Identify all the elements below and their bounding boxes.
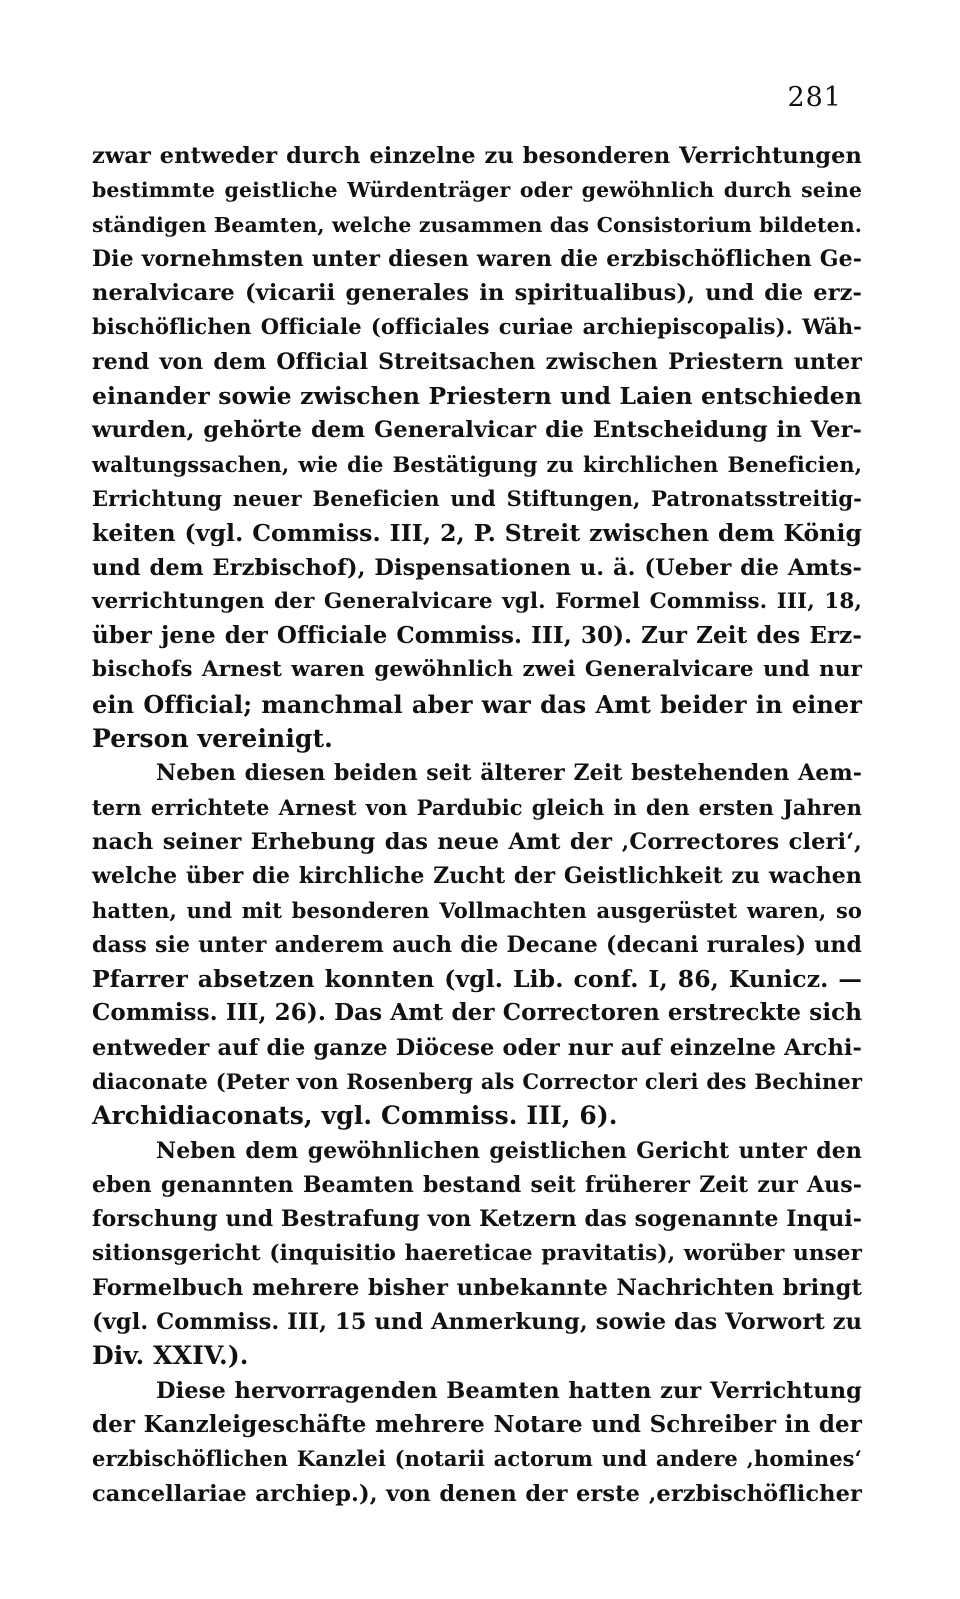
text-line: verrichtungen der Generalvicare vgl. Formel Commiss. III, 18, [92, 588, 862, 614]
text-line: erzbischöflichen Kanzlei (notarii actorum und andere ‚homines‘ [92, 1446, 862, 1472]
text-line: keiten (vgl. Commiss. III, 2, P. Streit zwischen dem König [92, 519, 862, 548]
text-line: zwar entweder durch einzelne zu besonderen Verrichtungen [92, 143, 862, 169]
text-line: hatten, und mit besonderen Vollmachten ausgerüstet waren, so [92, 897, 862, 923]
text-line: Die vornehmsten unter diesen waren die erzbischöflichen Ge- [92, 245, 862, 272]
text-line: dass sie unter anderem auch die Decane (decani rurales) und [92, 931, 862, 958]
text-line: bestimmte geistliche Würdenträger oder gewöhnlich durch seine [92, 178, 862, 203]
text-line: bischofs Arnest waren gewöhnlich zwei Generalvicare und nur [92, 657, 862, 683]
text-line: Neben dem gewöhnlichen geistlichen Gericht unter den [156, 1137, 862, 1164]
text-line: Person vereinigt. [92, 724, 333, 754]
text-line: nach seiner Erhebung das neue Amt der ‚Correctores cleri‘, [92, 828, 862, 855]
text-line: über jene der Officiale Commiss. III, 30). Zur Zeit des Erz- [92, 622, 862, 650]
text-line: Archidiaconats, vgl. Commiss. III, 6). [92, 1101, 618, 1131]
text-line: Neben diesen beiden seit älterer Zeit bestehenden Aem- [156, 760, 862, 787]
text-line: rend von dem Official Streitsachen zwischen Priestern unter [92, 348, 862, 375]
text-line: der Kanzleigeschäfte mehrere Notare und Schreiber in der [92, 1410, 862, 1438]
text-line: waltungssachen, wie die Bestätigung zu kirchlichen Beneficien, [92, 451, 862, 477]
text-line: Diese hervorragenden Beamten hatten zur Verrichtung [156, 1377, 862, 1404]
body-text [92, 139, 862, 1511]
text-line: diaconate (Peter von Rosenberg als Corrector cleri des Bechiner [92, 1069, 862, 1095]
text-line: neralvicare (vicarii generales in spiritualibus), und die erz- [92, 280, 862, 307]
text-line: ein Official; manchmal aber war das Amt beider in einer [92, 689, 862, 719]
text-line: sitionsgericht (inquisitio haereticae pravitatis), worüber unser [92, 1240, 862, 1266]
text-line: wurden, gehörte dem Generalvicar die Entscheidung in Ver- [92, 417, 862, 444]
text-line: bischöflichen Officiale (officiales curiae archiepiscopalis). Wäh- [92, 314, 862, 340]
text-line: Pfarrer absetzen konnten (vgl. Lib. conf. I, 86, Kunicz. — [92, 965, 862, 994]
text-line: Errichtung neuer Beneficien und Stiftungen, Patronatsstreitig- [92, 485, 862, 511]
text-line: cancellariae archiep.), von denen der erste ‚erzbischöflicher [92, 1480, 862, 1507]
text-line: Formelbuch mehrere bisher unbekannte Nachrichten bringt [92, 1274, 862, 1301]
text-line: Div. XXIV.). [92, 1341, 249, 1371]
text-line: entweder auf die ganze Diöcese oder nur auf einzelne Archi- [92, 1034, 862, 1061]
text-line: und dem Erzbischof), Dispensationen u. ä. (Ueber die Amts- [92, 554, 862, 581]
page-number: 281 [787, 82, 842, 113]
text-line: einander sowie zwischen Priestern und Laien entschieden [92, 382, 862, 411]
text-line: ständigen Beamten, welche zusammen das Consistorium bildeten. [92, 212, 862, 237]
text-line: Commiss. III, 26). Das Amt der Correctoren erstreckte sich [92, 999, 863, 1027]
text-line: forschung und Bestrafung von Ketzern das sogenannte Inqui- [92, 1206, 862, 1233]
text-line: eben genannten Beamten bestand seit früherer Zeit zur Aus- [92, 1171, 862, 1198]
text-line: (vgl. Commiss. III, 15 und Anmerkung, sowie das Vorwort zu [92, 1309, 863, 1336]
text-line: welche über die kirchliche Zucht der Geistlichkeit zu wachen [92, 863, 862, 890]
text-line: tern errichtete Arnest von Pardubic gleich in den ersten Jahren [92, 794, 862, 820]
